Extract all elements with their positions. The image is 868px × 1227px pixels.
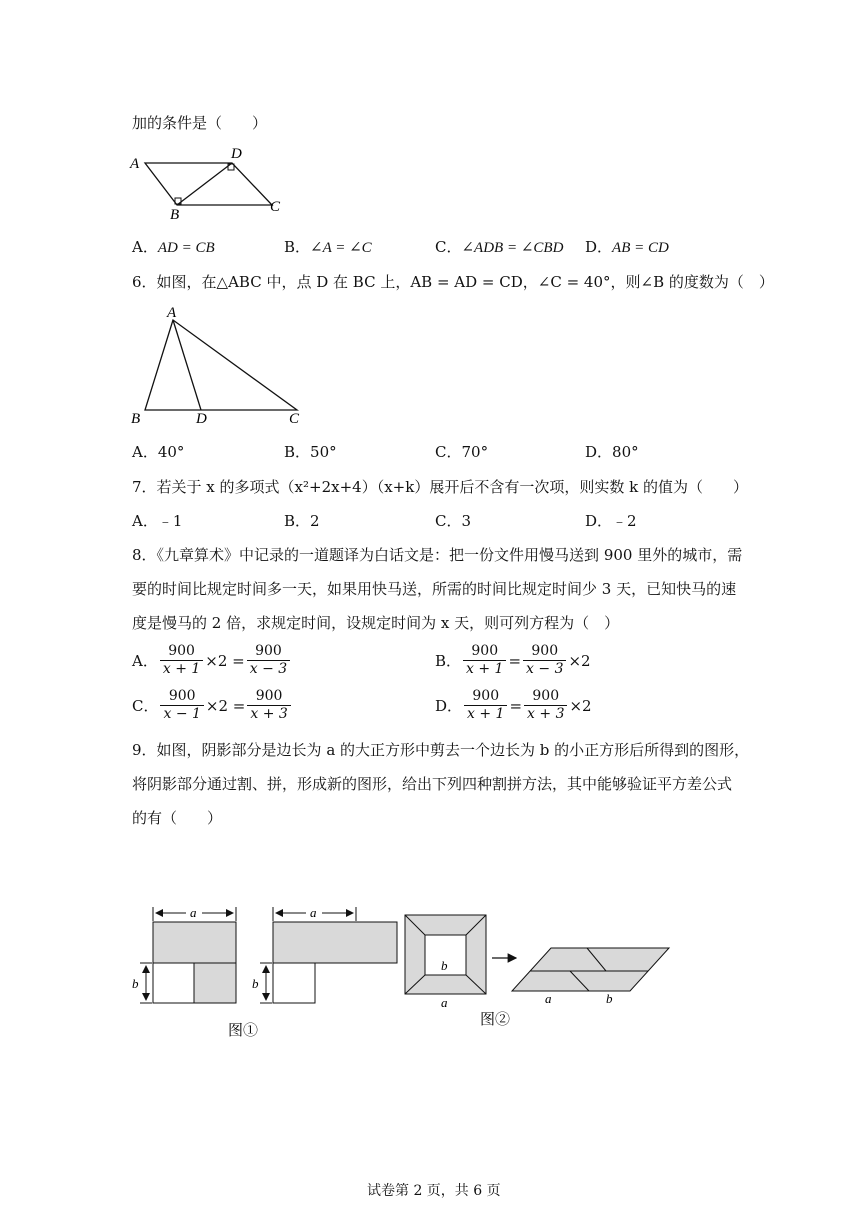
label-a: A (167, 305, 177, 321)
q7-stem: 7．若关于 x 的多项式（x²+2x+4）（x+k）展开后不含有一次项，则实数 k 的值为（ ） (132, 478, 748, 496)
q8-option-d: D． $\frac{900}{x + 1}$ = $\frac{900}{x + 3}$ ×2 (435, 688, 592, 722)
q5-option-c: C．∠ADB = ∠CBD (435, 238, 564, 256)
q7-option-b: B．2 (284, 512, 320, 530)
q8-stem-line-3: 度是慢马的 2 倍，求规定时间，设规定时间为 x 天，则可列方程为（ ） (132, 614, 620, 632)
label-b: B (131, 411, 141, 427)
q8-stem-line-2: 要的时间比规定时间多一天，如果用快马送，所需的时间比规定时间少 3 天，已知快马的速 (132, 580, 737, 598)
q9-stem-line-1: 9．如图，阴影部分是边长为 a 的大正方形中剪去一个边长为 b 的小正方形后所得到的图形， (132, 741, 750, 759)
label-d: D (196, 411, 207, 427)
label-d: D (231, 146, 242, 162)
fraction: $\frac{900}{x + 3}$ (524, 688, 567, 723)
fraction: $\frac{900}{x + 1}$ (464, 688, 507, 723)
q8-option-b: B． $\frac{900}{x + 1}$ = $\frac{900}{x - 3}$ ×2 (435, 643, 591, 677)
page-footer: 试卷第 2 页，共 6 页 (367, 1183, 501, 1199)
triangle-abc (145, 320, 297, 410)
q6-option-b: B．50° (284, 443, 337, 461)
fig2-parallelogram (512, 948, 669, 1006)
fraction: $\frac{900}{x - 3}$ (247, 643, 290, 678)
fig1-right-rectangle (251, 905, 397, 1003)
label-a: a (310, 905, 317, 920)
label-a: a (441, 995, 448, 1010)
label-a: A (130, 156, 140, 172)
label-b: b (441, 958, 448, 973)
label-b: b (252, 976, 259, 991)
label-a: a (545, 991, 552, 1006)
q9-stem-line-2: 将阴影部分通过割、拼，形成新的图形，给出下列四种割拼方法，其中能够验证平方差公式 (132, 775, 733, 793)
fig2-caption: 图② (480, 1012, 511, 1028)
q9-stem-line-3: 的有（ ） (132, 809, 223, 827)
q8-option-a: A． $\frac{900}{x + 1}$ ×2 = $\frac{900}{x - 3}$ (132, 643, 292, 678)
q6-triangle-figure (125, 302, 310, 427)
fraction: $\frac{900}{x - 1}$ (160, 688, 203, 723)
q6-stem: 6．如图，在△ABC 中，点 D 在 BC 上，AB = AD = CD，∠C = 40°，则∠B 的度数为（ ） (132, 273, 774, 291)
q6-option-c: C．70° (435, 443, 489, 461)
q5-stem-tail: 加的条件是（ ） (132, 114, 268, 132)
label-c: C (270, 199, 281, 215)
fig1-left-square (131, 905, 236, 1003)
label-b: b (132, 976, 139, 991)
q8-stem-line-1: 8．《九章算术》中记录的一道题译为白话文是：把一份文件用慢马送到 900 里外的城市，需 (132, 546, 743, 564)
q6-option-a: A．40° (132, 443, 185, 461)
q5-option-a: A．AD = CB (132, 238, 215, 256)
q5-option-d: D．AB = CD (585, 238, 669, 256)
q8-option-c: C． $\frac{900}{x - 1}$ ×2 = $\frac{900}{x + 3}$ (132, 688, 293, 723)
segment-ad (173, 320, 201, 410)
q9-cut-and-paste-figures (120, 895, 680, 1045)
label-b: b (606, 991, 613, 1006)
fig1-caption: 图① (228, 1023, 259, 1039)
q7-option-c: C．3 (435, 512, 472, 530)
label-c: C (289, 411, 300, 427)
q5-parallelogram-figure (125, 143, 295, 223)
parallelogram-shape (145, 163, 272, 205)
fraction: $\frac{900}{x + 1}$ (463, 643, 506, 678)
q6-option-d: D．80° (585, 443, 639, 461)
label-b: B (170, 207, 180, 223)
label-a: a (190, 905, 197, 920)
q7-option-a: A．﹣1 (132, 512, 183, 530)
diagonal-bd (177, 163, 232, 205)
fig2-square-frame (405, 915, 486, 1010)
fraction: $\frac{900}{x - 3}$ (523, 643, 566, 678)
fraction: $\frac{900}{x + 3}$ (247, 688, 290, 723)
q7-option-d: D．﹣2 (585, 512, 637, 530)
fraction: $\frac{900}{x + 1}$ (160, 643, 203, 678)
q5-option-b: B．∠A = ∠C (284, 238, 372, 256)
